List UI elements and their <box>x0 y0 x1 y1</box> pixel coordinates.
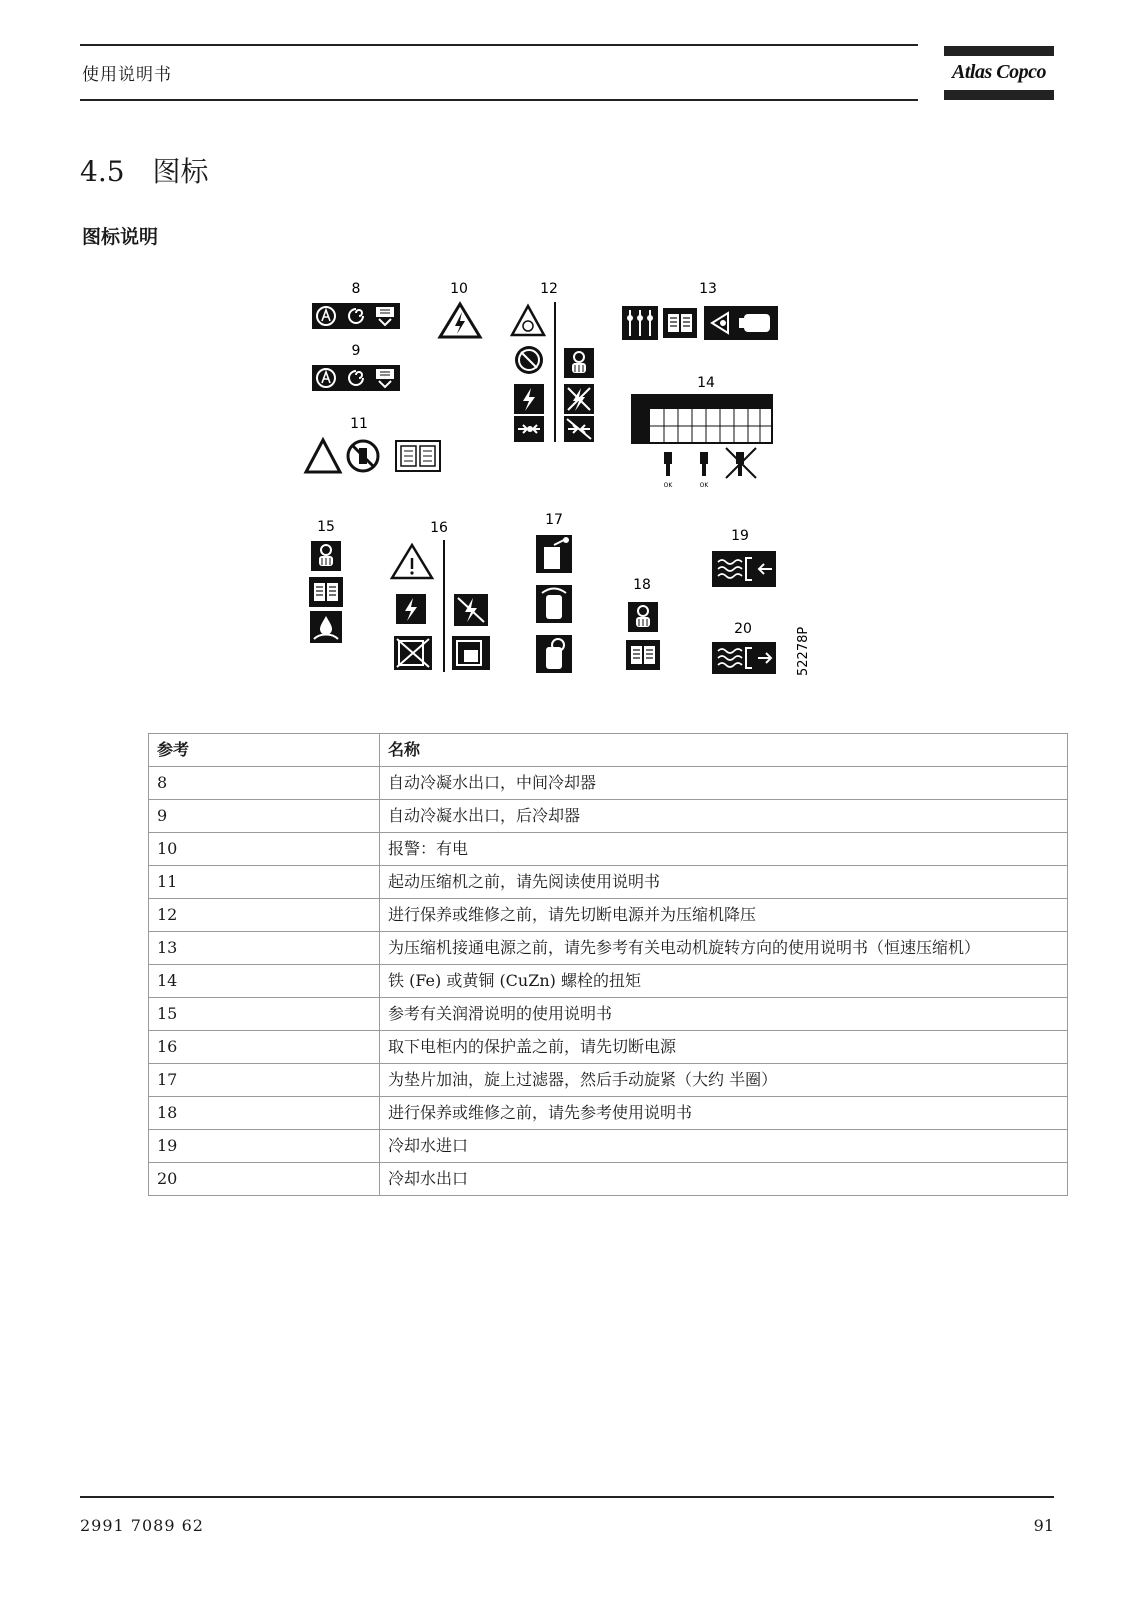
row-name: 冷却水出口 <box>380 1163 1068 1196</box>
figure-label-11: 11 <box>350 416 368 432</box>
page-number: 91 <box>1033 1516 1054 1535</box>
figure-label-20: 20 <box>734 621 752 637</box>
torque-ok-label-1: OK <box>663 482 673 489</box>
row-name: 进行保养或维修之前，请先参考使用说明书 <box>380 1097 1068 1130</box>
table-row <box>149 1097 1068 1130</box>
table-row <box>149 998 1068 1031</box>
table-row <box>149 800 1068 833</box>
row-ref: 10 <box>149 833 380 866</box>
header-title: 使用说明书 <box>82 65 172 85</box>
header-rule-top <box>80 44 918 46</box>
pictogram-figure <box>300 280 840 700</box>
figure-label-16: 16 <box>430 520 448 536</box>
table-row <box>149 866 1068 899</box>
row-name: 起动压缩机之前，请先阅读使用说明书 <box>380 866 1068 899</box>
cooling-water-outlet-icon <box>712 642 776 674</box>
row-ref: 20 <box>149 1163 380 1196</box>
row-ref: 17 <box>149 1064 380 1097</box>
header-rule-bottom <box>80 99 918 101</box>
logo-bar-top <box>944 46 1054 56</box>
consult-manual-before-service-icon <box>626 602 660 670</box>
row-ref: 11 <box>149 866 380 899</box>
row-ref: 18 <box>149 1097 380 1130</box>
figure-code: 52278P <box>796 626 811 676</box>
table-row <box>149 932 1068 965</box>
figure-label-13: 13 <box>699 281 717 297</box>
table-header-row <box>149 734 1068 767</box>
torque-ok-label-2: OK <box>699 482 709 489</box>
header-name: 名称 <box>380 734 1068 767</box>
row-ref: 15 <box>149 998 380 1031</box>
isolate-and-depressurize-icon <box>512 302 594 442</box>
section-title: 图标 <box>152 155 209 188</box>
figure-label-12: 12 <box>540 281 558 297</box>
row-name: 参考有关润滑说明的使用说明书 <box>380 998 1068 1031</box>
icon-legend-table <box>148 733 1068 1196</box>
figure-label-19: 19 <box>731 528 749 544</box>
figure-label-9: 9 <box>351 343 361 359</box>
condensate-drain-intercooler-icon <box>312 303 400 329</box>
table-row <box>149 899 1068 932</box>
figure-label-18: 18 <box>633 577 651 593</box>
row-name: 冷却水进口 <box>380 1130 1068 1163</box>
row-ref: 19 <box>149 1130 380 1163</box>
lubrication-manual-icon <box>309 541 343 643</box>
motor-rotation-manual-icon <box>622 306 778 340</box>
logo-text: Atlas Copco <box>952 61 1046 83</box>
table-row <box>149 1163 1068 1196</box>
bolt-torque-table-icon <box>632 395 772 489</box>
table-row <box>149 1031 1068 1064</box>
row-name: 自动冷凝水出口，中间冷却器 <box>380 767 1068 800</box>
document-number: 2991 7089 62 <box>80 1516 204 1535</box>
atlas-copco-logo <box>944 46 1054 102</box>
figure-label-14: 14 <box>697 375 715 391</box>
row-ref: 13 <box>149 932 380 965</box>
table-row <box>149 833 1068 866</box>
oil-gasket-filter-icon <box>536 535 572 673</box>
condensate-drain-aftercooler-icon <box>312 365 400 391</box>
row-ref: 16 <box>149 1031 380 1064</box>
read-manual-before-start-icon <box>306 440 440 472</box>
row-name: 铁 (Fe) 或黄铜 (CuZn) 螺栓的扭矩 <box>380 965 1068 998</box>
figure-label-15: 15 <box>317 519 335 535</box>
cooling-water-inlet-icon <box>712 551 776 587</box>
header-ref: 参考 <box>149 734 380 767</box>
row-name: 取下电柜内的保护盖之前，请先切断电源 <box>380 1031 1068 1064</box>
row-name: 进行保养或维修之前，请先切断电源并为压缩机降压 <box>380 899 1068 932</box>
logo-bar-bottom <box>944 90 1054 100</box>
row-name: 为垫片加油，旋上过滤器，然后手动旋紧（大约 半圈） <box>380 1064 1068 1097</box>
footer-rule <box>80 1496 1054 1498</box>
table-row <box>149 1064 1068 1097</box>
row-name: 报警：有电 <box>380 833 1068 866</box>
row-ref: 9 <box>149 800 380 833</box>
row-ref: 14 <box>149 965 380 998</box>
table-row <box>149 767 1068 800</box>
isolate-before-removing-cover-icon <box>392 540 490 672</box>
row-ref: 8 <box>149 767 380 800</box>
row-name: 为压缩机接通电源之前，请先参考有关电动机旋转方向的使用说明书（恒速压缩机） <box>380 932 1068 965</box>
section-number: 4.5 <box>80 155 125 188</box>
section-heading <box>80 150 209 190</box>
figure-label-8: 8 <box>351 281 361 297</box>
electric-warning-icon <box>440 304 480 337</box>
figure-label-17: 17 <box>545 512 563 528</box>
table-row <box>149 1130 1068 1163</box>
row-ref: 12 <box>149 899 380 932</box>
subtitle: 图标说明 <box>82 226 159 248</box>
figure-label-10: 10 <box>450 281 468 297</box>
table-row <box>149 965 1068 998</box>
row-name: 自动冷凝水出口，后冷却器 <box>380 800 1068 833</box>
